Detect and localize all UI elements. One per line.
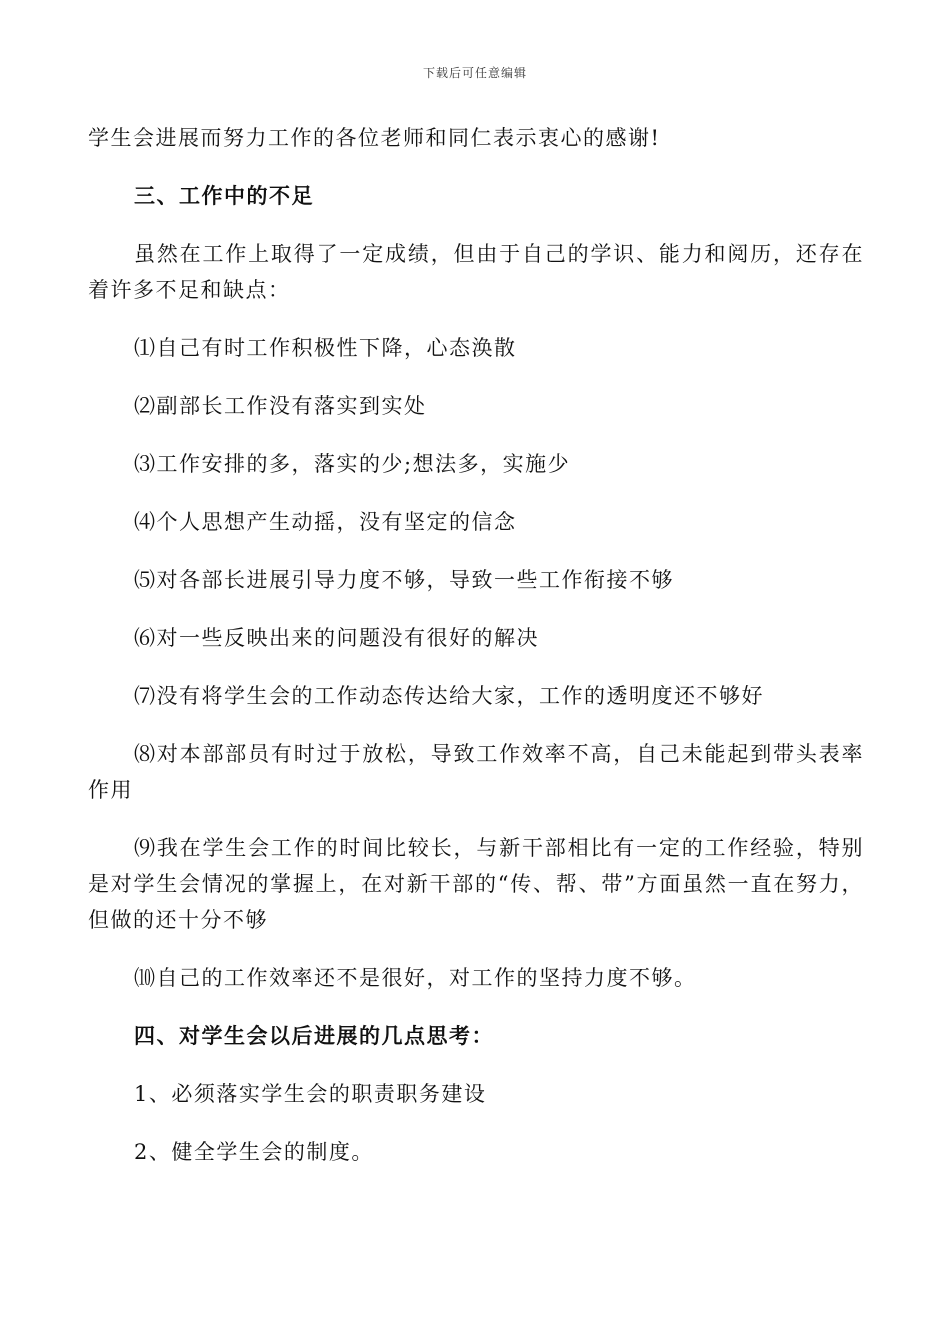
document-body [88,120,864,1170]
section-heading-shortcomings: 三、工作中的不足 [134,183,314,208]
page-header: 下载后可任意编辑 [422,66,527,80]
list-item-shortcoming-7: ⑺没有将学生会的工作动态传达给大家，工作的透明度还不够好 [134,684,764,708]
paragraph-shortcomings-intro: 虽然在工作上取得了一定成绩，但由于自己的学识、能力和阅历，还存在着许多不足和缺点： [88,242,864,302]
list-item-shortcoming-8: ⑻对本部部员有时过于放松，导致工作效率不高，自己未能起到带头表率作用 [88,742,864,802]
list-item-shortcoming-10: ⑽自己的工作效率还不是很好，对工作的坚持力度不够。 [134,966,697,990]
list-item-reflection-1: 1、必须落实学生会的职责职务建设 [134,1082,487,1106]
paragraph-closing-thanks: 学生会进展而努力工作的各位老师和同仁表示衷心的感谢! [88,126,661,150]
section-heading-reflections: 四、对学生会以后进展的几点思考： [134,1023,494,1048]
list-item-reflection-2: 2、健全学生会的制度。 [134,1140,374,1164]
list-item-shortcoming-1: ⑴自己有时工作积极性下降，心态涣散 [134,336,517,360]
list-item-shortcoming-6: ⑹对一些反映出来的问题没有很好的解决 [134,626,539,650]
list-item-shortcoming-4: ⑷个人思想产生动摇，没有坚定的信念 [134,510,517,534]
list-item-shortcoming-3: ⑶工作安排的多，落实的少;想法多，实施少 [134,452,571,476]
list-item-shortcoming-5: ⑸对各部长进展引导力度不够，导致一些工作衔接不够 [134,568,674,592]
list-item-shortcoming-9: ⑼我在学生会工作的时间比较长，与新干部相比有一定的工作经验，特别是对学生会情况的掌握上，在对新干部的“传、帮、带”方面虽然一直在努力，但做的还十分不够 [88,836,864,932]
list-item-shortcoming-2: ⑵副部长工作没有落实到实处 [134,394,427,418]
